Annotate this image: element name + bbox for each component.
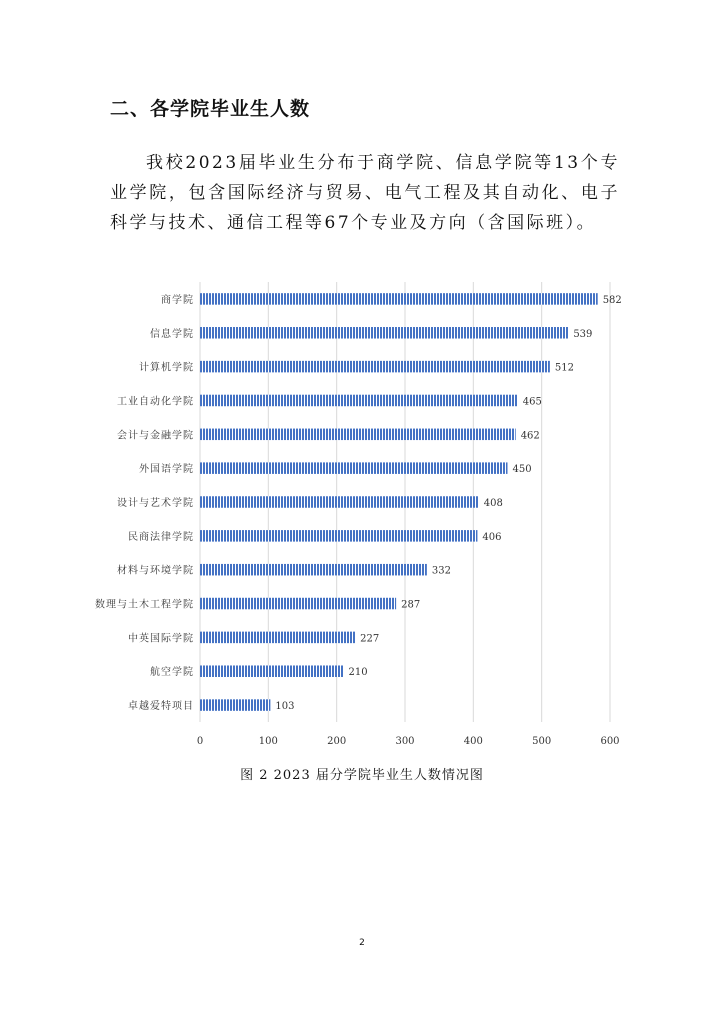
category-label: 材料与环境学院	[117, 565, 194, 577]
bar-6	[200, 496, 479, 508]
category-label: 民商法律学院	[128, 531, 194, 543]
bar-4	[200, 429, 516, 441]
category-label: 信息学院	[150, 328, 194, 340]
bar-5	[200, 462, 508, 474]
data-label: 332	[431, 565, 451, 577]
x-tick-label: 100	[258, 736, 278, 747]
section-heading: 二、各学院毕业生人数	[110, 98, 311, 120]
figure-caption: 图 2 2023 届分学院毕业生人数情况图	[240, 768, 484, 783]
x-tick-label: 600	[600, 736, 620, 747]
bar-2	[200, 361, 550, 373]
x-tick-label: 200	[327, 736, 347, 747]
data-label: 450	[512, 464, 532, 476]
data-label: 582	[602, 294, 622, 306]
bar-12	[200, 699, 270, 711]
bar-3	[200, 395, 518, 407]
data-label: 512	[554, 362, 574, 374]
page-number: 2	[359, 938, 365, 948]
bar-8	[200, 564, 427, 576]
x-tick-label: 500	[532, 736, 552, 747]
data-label: 408	[483, 498, 503, 509]
category-label: 计算机学院	[139, 362, 194, 374]
bar-chart	[80, 278, 640, 748]
data-label: 465	[522, 396, 542, 408]
x-tick-label: 0	[196, 736, 204, 747]
category-label: 外国语学院	[139, 464, 194, 476]
bar-11	[200, 665, 344, 677]
x-tick-label: 400	[463, 736, 483, 747]
data-label: 406	[482, 531, 502, 543]
chart-canvas	[80, 278, 640, 748]
bar-1	[200, 327, 568, 339]
data-label: 103	[275, 701, 295, 713]
data-label: 287	[401, 599, 421, 611]
bar-10	[200, 632, 355, 644]
category-label: 商学院	[161, 294, 194, 306]
category-label: 设计与艺术学院	[117, 498, 194, 509]
x-tick-label: 300	[395, 736, 415, 747]
category-label: 工业自动化学院	[117, 396, 194, 408]
category-label: 航空学院	[150, 667, 194, 679]
bar-0	[200, 293, 598, 305]
data-label: 462	[520, 430, 540, 442]
data-label: 227	[360, 633, 380, 645]
category-label: 会计与金融学院	[117, 430, 194, 442]
category-label: 卓越爱特项目	[128, 701, 194, 713]
data-label: 210	[348, 667, 368, 679]
category-label: 中英国际学院	[128, 633, 194, 645]
chart-bars	[200, 293, 598, 711]
body-paragraph: 我校2023届毕业生分布于商学院、信息学院等13个专业学院，包含国际经济与贸易、电气工程及其自动化、电子科学与技术、通信工程等67个专业及方向（含国际班）。	[110, 153, 620, 233]
data-label: 539	[573, 328, 593, 340]
bar-7	[200, 530, 477, 542]
category-label: 数理与土木工程学院	[95, 599, 194, 611]
bar-9	[200, 598, 396, 610]
